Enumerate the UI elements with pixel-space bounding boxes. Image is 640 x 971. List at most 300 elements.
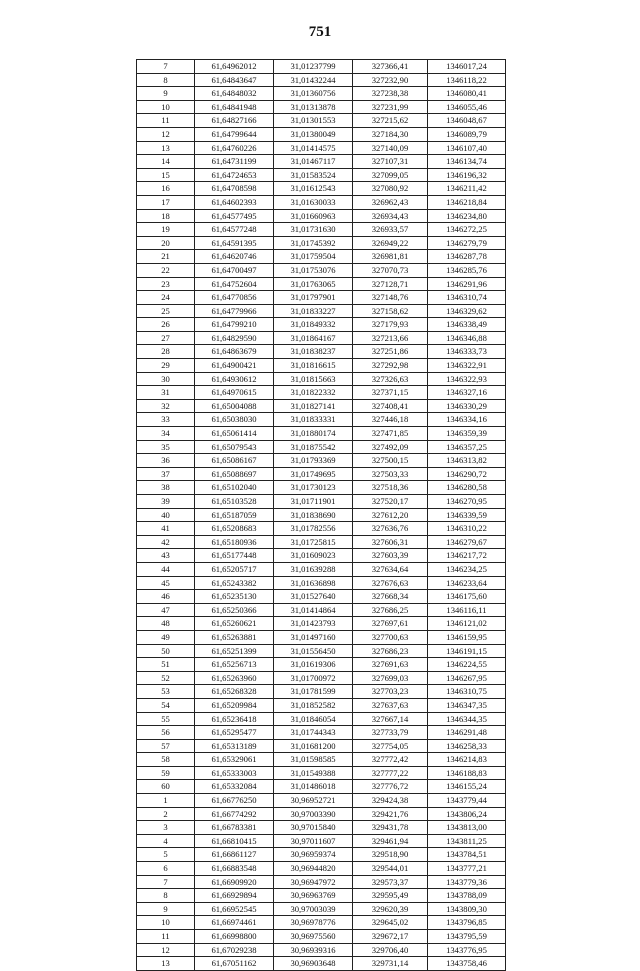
y-coordinate-cell: 1343809,30 bbox=[428, 902, 506, 916]
longitude-cell: 30,96959374 bbox=[274, 848, 353, 862]
longitude-cell: 31,01846054 bbox=[274, 712, 353, 726]
table-row bbox=[137, 114, 506, 128]
point-number-cell: 42 bbox=[137, 535, 195, 549]
y-coordinate-cell: 1343776,95 bbox=[428, 943, 506, 957]
x-coordinate-cell: 327699,03 bbox=[353, 671, 428, 685]
latitude-cell: 61,64827166 bbox=[195, 114, 274, 128]
longitude-cell: 31,01711901 bbox=[274, 495, 353, 509]
point-number-cell: 6 bbox=[137, 862, 195, 876]
x-coordinate-cell: 327606,31 bbox=[353, 535, 428, 549]
x-coordinate-cell: 327292,98 bbox=[353, 359, 428, 373]
latitude-cell: 61,65263881 bbox=[195, 630, 274, 644]
table-row bbox=[137, 155, 506, 169]
point-number-cell: 19 bbox=[137, 223, 195, 237]
latitude-cell: 61,64799644 bbox=[195, 127, 274, 141]
longitude-cell: 31,01875542 bbox=[274, 440, 353, 454]
latitude-cell: 61,64602393 bbox=[195, 195, 274, 209]
x-coordinate-cell: 327232,90 bbox=[353, 73, 428, 87]
table-row bbox=[137, 87, 506, 101]
table-row bbox=[137, 889, 506, 903]
longitude-cell: 31,01556450 bbox=[274, 644, 353, 658]
latitude-cell: 61,64829590 bbox=[195, 331, 274, 345]
table-row bbox=[137, 821, 506, 835]
table-row bbox=[137, 399, 506, 413]
point-number-cell: 49 bbox=[137, 630, 195, 644]
longitude-cell: 31,01849332 bbox=[274, 318, 353, 332]
y-coordinate-cell: 1346107,40 bbox=[428, 141, 506, 155]
y-coordinate-cell: 1346359,39 bbox=[428, 427, 506, 441]
table-row bbox=[137, 291, 506, 305]
latitude-cell: 61,64962012 bbox=[195, 60, 274, 74]
x-coordinate-cell: 329424,38 bbox=[353, 794, 428, 808]
point-number-cell: 13 bbox=[137, 141, 195, 155]
y-coordinate-cell: 1346310,74 bbox=[428, 291, 506, 305]
point-number-cell: 12 bbox=[137, 127, 195, 141]
longitude-cell: 31,01360756 bbox=[274, 87, 353, 101]
y-coordinate-cell: 1346329,62 bbox=[428, 304, 506, 318]
y-coordinate-cell: 1343758,46 bbox=[428, 957, 506, 971]
longitude-cell: 31,01827141 bbox=[274, 399, 353, 413]
point-number-cell: 9 bbox=[137, 87, 195, 101]
longitude-cell: 31,01745392 bbox=[274, 236, 353, 250]
point-number-cell: 29 bbox=[137, 359, 195, 373]
point-number-cell: 57 bbox=[137, 739, 195, 753]
table-row bbox=[137, 902, 506, 916]
table-row bbox=[137, 535, 506, 549]
y-coordinate-cell: 1346333,73 bbox=[428, 345, 506, 359]
x-coordinate-cell: 327366,41 bbox=[353, 60, 428, 74]
table-row bbox=[137, 481, 506, 495]
point-number-cell: 32 bbox=[137, 399, 195, 413]
longitude-cell: 30,96963769 bbox=[274, 889, 353, 903]
table-row bbox=[137, 304, 506, 318]
longitude-cell: 30,97011607 bbox=[274, 834, 353, 848]
latitude-cell: 61,64779966 bbox=[195, 304, 274, 318]
point-number-cell: 37 bbox=[137, 467, 195, 481]
y-coordinate-cell: 1346285,76 bbox=[428, 263, 506, 277]
table-row bbox=[137, 726, 506, 740]
longitude-cell: 30,96978776 bbox=[274, 916, 353, 930]
point-number-cell: 5 bbox=[137, 848, 195, 862]
longitude-cell: 31,01759504 bbox=[274, 250, 353, 264]
longitude-cell: 31,01636898 bbox=[274, 576, 353, 590]
point-number-cell: 12 bbox=[137, 943, 195, 957]
longitude-cell: 31,01301553 bbox=[274, 114, 353, 128]
y-coordinate-cell: 1346211,42 bbox=[428, 182, 506, 196]
latitude-cell: 61,64708598 bbox=[195, 182, 274, 196]
latitude-cell: 61,66998800 bbox=[195, 930, 274, 944]
table-row bbox=[137, 372, 506, 386]
longitude-cell: 30,96952721 bbox=[274, 794, 353, 808]
table-row bbox=[137, 698, 506, 712]
point-number-cell: 21 bbox=[137, 250, 195, 264]
point-number-cell: 52 bbox=[137, 671, 195, 685]
latitude-cell: 61,65329061 bbox=[195, 753, 274, 767]
longitude-cell: 30,96939316 bbox=[274, 943, 353, 957]
latitude-cell: 61,65236418 bbox=[195, 712, 274, 726]
latitude-cell: 61,65061414 bbox=[195, 427, 274, 441]
point-number-cell: 4 bbox=[137, 834, 195, 848]
point-number-cell: 46 bbox=[137, 590, 195, 604]
x-coordinate-cell: 327777,22 bbox=[353, 766, 428, 780]
latitude-cell: 61,65205717 bbox=[195, 562, 274, 576]
y-coordinate-cell: 1346258,33 bbox=[428, 739, 506, 753]
latitude-cell: 61,65260621 bbox=[195, 617, 274, 631]
latitude-cell: 61,65086167 bbox=[195, 454, 274, 468]
x-coordinate-cell: 327471,85 bbox=[353, 427, 428, 441]
y-coordinate-cell: 1346291,96 bbox=[428, 277, 506, 291]
x-coordinate-cell: 327326,63 bbox=[353, 372, 428, 386]
table-row bbox=[137, 223, 506, 237]
point-number-cell: 8 bbox=[137, 73, 195, 87]
point-number-cell: 34 bbox=[137, 427, 195, 441]
point-number-cell: 51 bbox=[137, 658, 195, 672]
longitude-cell: 31,01700972 bbox=[274, 671, 353, 685]
point-number-cell: 25 bbox=[137, 304, 195, 318]
x-coordinate-cell: 329544,01 bbox=[353, 862, 428, 876]
y-coordinate-cell: 1346338,49 bbox=[428, 318, 506, 332]
longitude-cell: 31,01681200 bbox=[274, 739, 353, 753]
latitude-cell: 61,65268328 bbox=[195, 685, 274, 699]
x-coordinate-cell: 327231,99 bbox=[353, 100, 428, 114]
table-row bbox=[137, 848, 506, 862]
table-row bbox=[137, 916, 506, 930]
latitude-cell: 61,65004088 bbox=[195, 399, 274, 413]
table-row bbox=[137, 712, 506, 726]
y-coordinate-cell: 1346344,35 bbox=[428, 712, 506, 726]
longitude-cell: 31,01612543 bbox=[274, 182, 353, 196]
y-coordinate-cell: 1346290,72 bbox=[428, 467, 506, 481]
longitude-cell: 31,01598585 bbox=[274, 753, 353, 767]
point-number-cell: 13 bbox=[137, 957, 195, 971]
x-coordinate-cell: 327446,18 bbox=[353, 413, 428, 427]
latitude-cell: 61,64700497 bbox=[195, 263, 274, 277]
latitude-cell: 61,66810415 bbox=[195, 834, 274, 848]
latitude-cell: 61,66909920 bbox=[195, 875, 274, 889]
table-row bbox=[137, 603, 506, 617]
point-number-cell: 27 bbox=[137, 331, 195, 345]
point-number-cell: 11 bbox=[137, 114, 195, 128]
table-row bbox=[137, 590, 506, 604]
y-coordinate-cell: 1343779,36 bbox=[428, 875, 506, 889]
longitude-cell: 31,01660963 bbox=[274, 209, 353, 223]
table-row bbox=[137, 522, 506, 536]
longitude-cell: 31,01838237 bbox=[274, 345, 353, 359]
point-number-cell: 53 bbox=[137, 685, 195, 699]
y-coordinate-cell: 1343784,51 bbox=[428, 848, 506, 862]
table-row bbox=[137, 644, 506, 658]
table-row bbox=[137, 127, 506, 141]
longitude-cell: 30,97003390 bbox=[274, 807, 353, 821]
longitude-cell: 31,01313878 bbox=[274, 100, 353, 114]
latitude-cell: 61,64620746 bbox=[195, 250, 274, 264]
latitude-cell: 61,65313189 bbox=[195, 739, 274, 753]
longitude-cell: 31,01486018 bbox=[274, 780, 353, 794]
table-row bbox=[137, 807, 506, 821]
point-number-cell: 3 bbox=[137, 821, 195, 835]
y-coordinate-cell: 1343811,25 bbox=[428, 834, 506, 848]
x-coordinate-cell: 327184,30 bbox=[353, 127, 428, 141]
point-number-cell: 17 bbox=[137, 195, 195, 209]
y-coordinate-cell: 1346089,79 bbox=[428, 127, 506, 141]
y-coordinate-cell: 1346191,15 bbox=[428, 644, 506, 658]
table-row bbox=[137, 60, 506, 74]
y-coordinate-cell: 1346310,75 bbox=[428, 685, 506, 699]
longitude-cell: 31,01583524 bbox=[274, 168, 353, 182]
table-row bbox=[137, 277, 506, 291]
table-row bbox=[137, 834, 506, 848]
point-number-cell: 22 bbox=[137, 263, 195, 277]
point-number-cell: 18 bbox=[137, 209, 195, 223]
table-row bbox=[137, 562, 506, 576]
x-coordinate-cell: 329672,17 bbox=[353, 930, 428, 944]
y-coordinate-cell: 1346055,46 bbox=[428, 100, 506, 114]
table-row bbox=[137, 630, 506, 644]
latitude-cell: 61,64970615 bbox=[195, 386, 274, 400]
latitude-cell: 61,67029238 bbox=[195, 943, 274, 957]
coordinates-table-body bbox=[137, 60, 506, 971]
table-row bbox=[137, 236, 506, 250]
latitude-cell: 61,65208683 bbox=[195, 522, 274, 536]
longitude-cell: 31,01527640 bbox=[274, 590, 353, 604]
latitude-cell: 61,66861127 bbox=[195, 848, 274, 862]
longitude-cell: 30,96947972 bbox=[274, 875, 353, 889]
longitude-cell: 31,01852582 bbox=[274, 698, 353, 712]
y-coordinate-cell: 1346155,24 bbox=[428, 780, 506, 794]
point-number-cell: 14 bbox=[137, 155, 195, 169]
x-coordinate-cell: 327520,17 bbox=[353, 495, 428, 509]
x-coordinate-cell: 327691,63 bbox=[353, 658, 428, 672]
table-row bbox=[137, 440, 506, 454]
x-coordinate-cell: 327238,38 bbox=[353, 87, 428, 101]
table-row bbox=[137, 100, 506, 114]
y-coordinate-cell: 1346118,22 bbox=[428, 73, 506, 87]
latitude-cell: 61,65187059 bbox=[195, 508, 274, 522]
longitude-cell: 31,01781599 bbox=[274, 685, 353, 699]
x-coordinate-cell: 327772,42 bbox=[353, 753, 428, 767]
longitude-cell: 31,01833331 bbox=[274, 413, 353, 427]
point-number-cell: 9 bbox=[137, 902, 195, 916]
point-number-cell: 15 bbox=[137, 168, 195, 182]
point-number-cell: 50 bbox=[137, 644, 195, 658]
point-number-cell: 54 bbox=[137, 698, 195, 712]
latitude-cell: 61,65209984 bbox=[195, 698, 274, 712]
y-coordinate-cell: 1346310,22 bbox=[428, 522, 506, 536]
y-coordinate-cell: 1343777,21 bbox=[428, 862, 506, 876]
table-row bbox=[137, 495, 506, 509]
longitude-cell: 31,01833227 bbox=[274, 304, 353, 318]
y-coordinate-cell: 1346121,02 bbox=[428, 617, 506, 631]
y-coordinate-cell: 1346347,35 bbox=[428, 698, 506, 712]
x-coordinate-cell: 329706,40 bbox=[353, 943, 428, 957]
latitude-cell: 61,64900421 bbox=[195, 359, 274, 373]
point-number-cell: 7 bbox=[137, 60, 195, 74]
latitude-cell: 61,65332084 bbox=[195, 780, 274, 794]
point-number-cell: 11 bbox=[137, 930, 195, 944]
longitude-cell: 31,01619306 bbox=[274, 658, 353, 672]
point-number-cell: 35 bbox=[137, 440, 195, 454]
y-coordinate-cell: 1346272,25 bbox=[428, 223, 506, 237]
latitude-cell: 61,64930612 bbox=[195, 372, 274, 386]
y-coordinate-cell: 1346287,78 bbox=[428, 250, 506, 264]
longitude-cell: 30,97015840 bbox=[274, 821, 353, 835]
y-coordinate-cell: 1346327,16 bbox=[428, 386, 506, 400]
point-number-cell: 38 bbox=[137, 481, 195, 495]
x-coordinate-cell: 327251,86 bbox=[353, 345, 428, 359]
longitude-cell: 31,01467117 bbox=[274, 155, 353, 169]
latitude-cell: 61,65102040 bbox=[195, 481, 274, 495]
x-coordinate-cell: 326949,22 bbox=[353, 236, 428, 250]
table-row bbox=[137, 141, 506, 155]
x-coordinate-cell: 327776,72 bbox=[353, 780, 428, 794]
x-coordinate-cell: 327371,15 bbox=[353, 386, 428, 400]
x-coordinate-cell: 327215,62 bbox=[353, 114, 428, 128]
y-coordinate-cell: 1346279,67 bbox=[428, 535, 506, 549]
point-number-cell: 39 bbox=[137, 495, 195, 509]
longitude-cell: 31,01815663 bbox=[274, 372, 353, 386]
latitude-cell: 61,64841948 bbox=[195, 100, 274, 114]
point-number-cell: 56 bbox=[137, 726, 195, 740]
x-coordinate-cell: 327676,63 bbox=[353, 576, 428, 590]
y-coordinate-cell: 1346339,59 bbox=[428, 508, 506, 522]
point-number-cell: 2 bbox=[137, 807, 195, 821]
x-coordinate-cell: 327612,20 bbox=[353, 508, 428, 522]
x-coordinate-cell: 327668,34 bbox=[353, 590, 428, 604]
y-coordinate-cell: 1346322,91 bbox=[428, 359, 506, 373]
y-coordinate-cell: 1346218,84 bbox=[428, 195, 506, 209]
latitude-cell: 61,66929894 bbox=[195, 889, 274, 903]
latitude-cell: 61,65250366 bbox=[195, 603, 274, 617]
point-number-cell: 43 bbox=[137, 549, 195, 563]
latitude-cell: 61,66952545 bbox=[195, 902, 274, 916]
longitude-cell: 31,01782556 bbox=[274, 522, 353, 536]
point-number-cell: 8 bbox=[137, 889, 195, 903]
longitude-cell: 31,01432244 bbox=[274, 73, 353, 87]
y-coordinate-cell: 1346116,11 bbox=[428, 603, 506, 617]
table-row bbox=[137, 359, 506, 373]
latitude-cell: 61,64752604 bbox=[195, 277, 274, 291]
x-coordinate-cell: 329645,02 bbox=[353, 916, 428, 930]
x-coordinate-cell: 327179,93 bbox=[353, 318, 428, 332]
table-row bbox=[137, 250, 506, 264]
point-number-cell: 59 bbox=[137, 766, 195, 780]
latitude-cell: 61,64799210 bbox=[195, 318, 274, 332]
longitude-cell: 30,97003039 bbox=[274, 902, 353, 916]
latitude-cell: 61,65235130 bbox=[195, 590, 274, 604]
x-coordinate-cell: 327158,62 bbox=[353, 304, 428, 318]
longitude-cell: 31,01763065 bbox=[274, 277, 353, 291]
longitude-cell: 31,01753076 bbox=[274, 263, 353, 277]
x-coordinate-cell: 327667,14 bbox=[353, 712, 428, 726]
point-number-cell: 1 bbox=[137, 794, 195, 808]
x-coordinate-cell: 327634,64 bbox=[353, 562, 428, 576]
table-row bbox=[137, 930, 506, 944]
x-coordinate-cell: 327408,41 bbox=[353, 399, 428, 413]
page-number: 751 bbox=[308, 24, 332, 40]
longitude-cell: 30,96975560 bbox=[274, 930, 353, 944]
point-number-cell: 20 bbox=[137, 236, 195, 250]
x-coordinate-cell: 326934,43 bbox=[353, 209, 428, 223]
latitude-cell: 61,66783381 bbox=[195, 821, 274, 835]
point-number-cell: 60 bbox=[137, 780, 195, 794]
x-coordinate-cell: 329620,39 bbox=[353, 902, 428, 916]
point-number-cell: 26 bbox=[137, 318, 195, 332]
latitude-cell: 61,65177448 bbox=[195, 549, 274, 563]
latitude-cell: 61,64863679 bbox=[195, 345, 274, 359]
longitude-cell: 31,01793369 bbox=[274, 454, 353, 468]
table-row bbox=[137, 263, 506, 277]
y-coordinate-cell: 1346048,67 bbox=[428, 114, 506, 128]
latitude-cell: 61,64577495 bbox=[195, 209, 274, 223]
longitude-cell: 31,01549388 bbox=[274, 766, 353, 780]
table-row bbox=[137, 454, 506, 468]
latitude-cell: 61,65256713 bbox=[195, 658, 274, 672]
point-number-cell: 48 bbox=[137, 617, 195, 631]
x-coordinate-cell: 327754,05 bbox=[353, 739, 428, 753]
x-coordinate-cell: 329461,94 bbox=[353, 834, 428, 848]
longitude-cell: 31,01380049 bbox=[274, 127, 353, 141]
y-coordinate-cell: 1346357,25 bbox=[428, 440, 506, 454]
latitude-cell: 61,65088697 bbox=[195, 467, 274, 481]
table-row bbox=[137, 73, 506, 87]
longitude-cell: 31,01237799 bbox=[274, 60, 353, 74]
latitude-cell: 61,64843647 bbox=[195, 73, 274, 87]
x-coordinate-cell: 327070,73 bbox=[353, 263, 428, 277]
latitude-cell: 61,65295477 bbox=[195, 726, 274, 740]
table-row bbox=[137, 753, 506, 767]
table-row bbox=[137, 345, 506, 359]
table-row bbox=[137, 168, 506, 182]
table-row bbox=[137, 862, 506, 876]
y-coordinate-cell: 1343796,85 bbox=[428, 916, 506, 930]
latitude-cell: 61,65038030 bbox=[195, 413, 274, 427]
x-coordinate-cell: 327518,36 bbox=[353, 481, 428, 495]
longitude-cell: 31,01864167 bbox=[274, 331, 353, 345]
latitude-cell: 61,65180936 bbox=[195, 535, 274, 549]
y-coordinate-cell: 1343779,44 bbox=[428, 794, 506, 808]
longitude-cell: 30,96944820 bbox=[274, 862, 353, 876]
latitude-cell: 61,64591395 bbox=[195, 236, 274, 250]
table-row bbox=[137, 467, 506, 481]
table-row bbox=[137, 209, 506, 223]
y-coordinate-cell: 1346346,88 bbox=[428, 331, 506, 345]
longitude-cell: 31,01725815 bbox=[274, 535, 353, 549]
point-number-cell: 10 bbox=[137, 916, 195, 930]
latitude-cell: 61,67051162 bbox=[195, 957, 274, 971]
x-coordinate-cell: 327503,33 bbox=[353, 467, 428, 481]
latitude-cell: 61,65243382 bbox=[195, 576, 274, 590]
x-coordinate-cell: 327213,66 bbox=[353, 331, 428, 345]
point-number-cell: 30 bbox=[137, 372, 195, 386]
longitude-cell: 31,01414575 bbox=[274, 141, 353, 155]
table-row bbox=[137, 943, 506, 957]
y-coordinate-cell: 1343806,24 bbox=[428, 807, 506, 821]
y-coordinate-cell: 1346080,41 bbox=[428, 87, 506, 101]
x-coordinate-cell: 329573,37 bbox=[353, 875, 428, 889]
longitude-cell: 31,01731630 bbox=[274, 223, 353, 237]
longitude-cell: 31,01730123 bbox=[274, 481, 353, 495]
y-coordinate-cell: 1346313,82 bbox=[428, 454, 506, 468]
latitude-cell: 61,66883548 bbox=[195, 862, 274, 876]
table-row bbox=[137, 794, 506, 808]
x-coordinate-cell: 327733,79 bbox=[353, 726, 428, 740]
y-coordinate-cell: 1346017,24 bbox=[428, 60, 506, 74]
x-coordinate-cell: 327697,61 bbox=[353, 617, 428, 631]
table-row bbox=[137, 658, 506, 672]
latitude-cell: 61,65251399 bbox=[195, 644, 274, 658]
x-coordinate-cell: 327500,15 bbox=[353, 454, 428, 468]
point-number-cell: 41 bbox=[137, 522, 195, 536]
